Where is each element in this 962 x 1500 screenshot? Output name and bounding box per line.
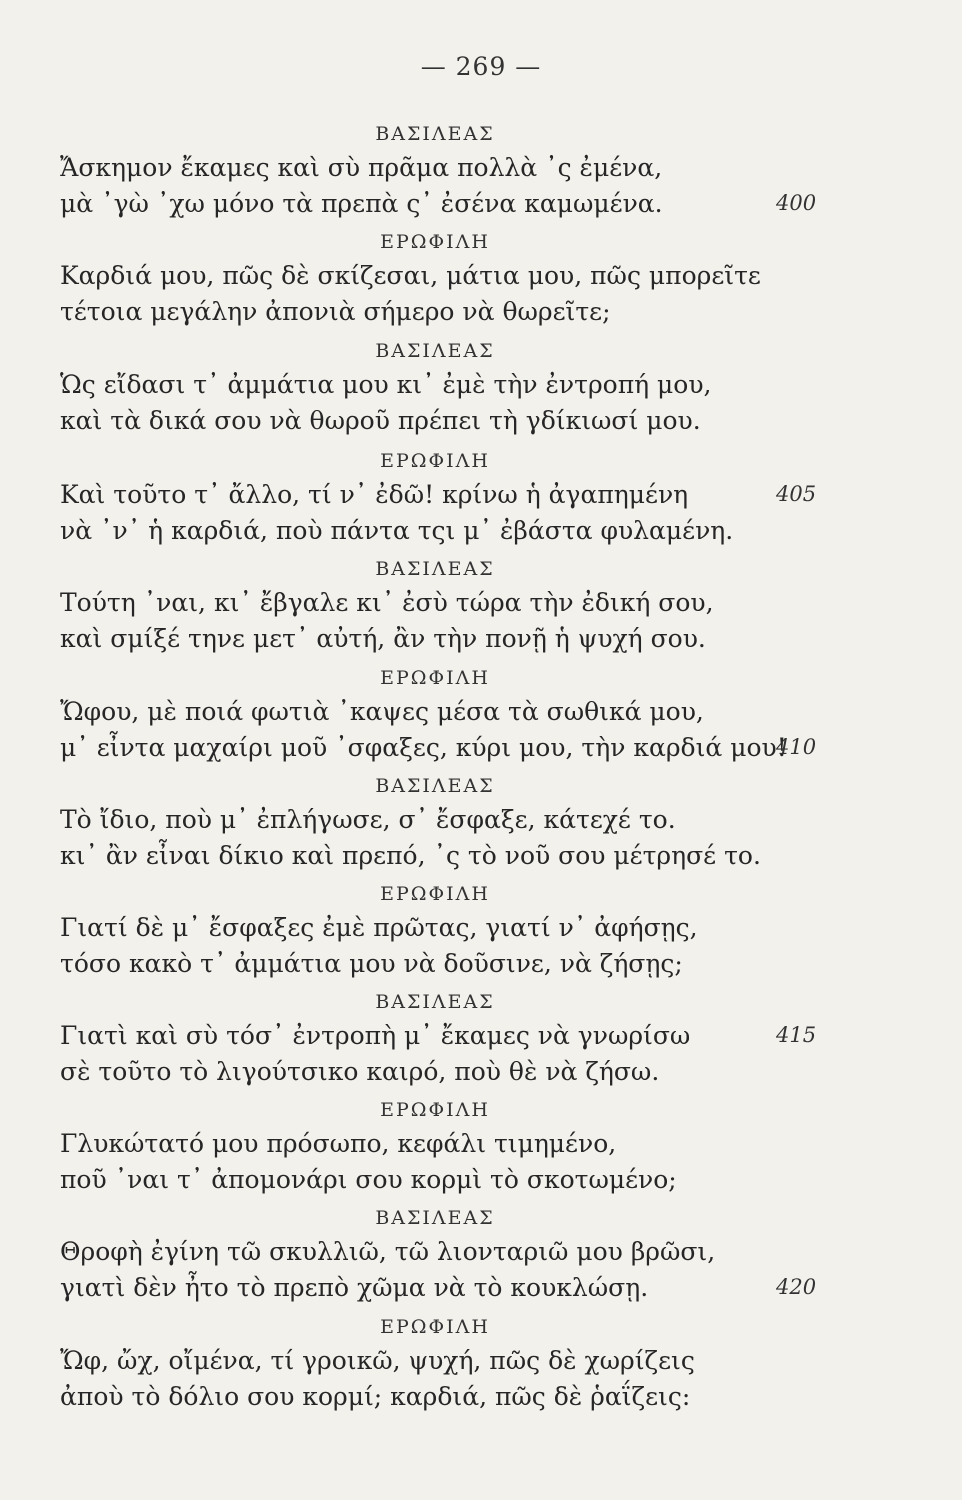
verse-line: Ὤφ, ὤχ, οἴμένα, τί γροικῶ, ψυχή, πῶς δὲ χωρίζεις [60, 1346, 695, 1375]
verse-line: σὲ τοῦτο τὸ λιγούτσικο καιρό, ποὺ θὲ νὰ ζήσω. [60, 1057, 660, 1086]
verse-line: τόσο κακὸ τ᾽ ἀμμάτια μου νὰ δοῦσινε, νὰ ζήσῃς; [60, 949, 683, 978]
verse-line: Τὸ ἴδιο, ποὺ μ᾽ ἐπλήγωσε, σ᾽ ἔσφαξε, κάτεχέ το. [60, 805, 676, 834]
verse-line: Καὶ τοῦτο τ᾽ ἄλλο, τί ν᾽ ἐδῶ! κρίνω ἡ ἀγαπημένη [60, 480, 689, 509]
verse-line: Γιατὶ καὶ σὺ τόσ᾽ ἐντροπὴ μ᾽ ἔκαμες νὰ γνωρίσω [60, 1021, 691, 1050]
speaker-heading: ΕΡΩΦΙΛΗ [380, 883, 490, 905]
verse-line: γιατὶ δὲν ἦτο τὸ πρεπὸ χῶμα νὰ τὸ κουκλώσῃ. [60, 1273, 649, 1302]
verse-line: νὰ ᾽ν᾽ ἡ καρδιά, ποὺ πάντα τςι μ᾽ ἐβάστα φυλαμένη. [60, 516, 734, 545]
page-number: — 269 — [420, 52, 542, 81]
verse-line: Καρδιά μου, πῶς δὲ σκίζεσαι, μάτια μου, πῶς μπορεῖτε [60, 261, 761, 290]
line-number: 415 [776, 1023, 817, 1047]
verse-line: μὰ ᾽γὼ ᾽χω μόνο τὰ πρεπὰ ς᾽ ἐσένα καμωμένα. [60, 189, 663, 218]
verse-line: Ὡς εἴδασι τ᾽ ἀμμάτια μου κι᾽ ἐμὲ τὴν ἐντροπή μου, [60, 370, 712, 399]
verse-line: κι᾽ ἂν εἶναι δίκιο καὶ πρεπό, ᾽ς τὸ νοῦ σου μέτρησέ το. [60, 841, 761, 870]
verse-line: Τούτη ᾽ναι, κι᾽ ἔβγαλε κι᾽ ἐσὺ τώρα τὴν ἐδική σου, [60, 588, 714, 617]
verse-line: καὶ σμίξέ τηνε μετ᾽ αὐτή, ἂν τὴν πονῇ ἡ ψυχή σου. [60, 624, 706, 653]
verse-line: καὶ τὰ δικά σου νὰ θωροῦ πρέπει τὴ γδίκιωσί μου. [60, 406, 701, 435]
speaker-heading: ΕΡΩΦΙΛΗ [380, 1316, 490, 1338]
speaker-heading: ΕΡΩΦΙΛΗ [380, 1099, 490, 1121]
verse-line: Θροφὴ ἐγίνη τῶ σκυλλιῶ, τῶ λιονταριῶ μου βρῶσι, [60, 1237, 716, 1266]
speaker-heading: ΒΑΣΙΛΕΑΣ [375, 991, 495, 1013]
verse-line: τέτοια μεγάλην ἀπονιὰ σήμερο νὰ θωρεῖτε; [60, 297, 611, 326]
speaker-heading: ΒΑΣΙΛΕΑΣ [375, 340, 495, 362]
line-number: 410 [776, 735, 817, 759]
verse-line: Ὤφου, μὲ ποιά φωτιὰ ᾽καψες μέσα τὰ σωθικά μου, [60, 697, 704, 726]
speaker-heading: ΕΡΩΦΙΛΗ [380, 667, 490, 689]
speaker-heading: ΕΡΩΦΙΛΗ [380, 450, 490, 472]
verse-line: Γιατί δὲ μ᾽ ἔσφαξες ἐμὲ πρῶτας, γιατί ν᾽ ἀφήσῃς, [60, 913, 698, 942]
verse-line: ποῦ ᾽ναι τ᾽ ἀπομονάρι σου κορμὶ τὸ σκοτωμένο; [60, 1165, 677, 1194]
speaker-heading: ΒΑΣΙΛΕΑΣ [375, 558, 495, 580]
speaker-heading: ΒΑΣΙΛΕΑΣ [375, 1207, 495, 1229]
line-number: 405 [776, 482, 817, 506]
verse-line: Γλυκώτατό μου πρόσωπο, κεφάλι τιμημένο, [60, 1129, 617, 1158]
verse-line: μ᾽ εἶντα μαχαίρι μοῦ ᾽σφαξες, κύρι μου, τὴν καρδιά μου! [60, 733, 787, 762]
speaker-heading: ΕΡΩΦΙΛΗ [380, 231, 490, 253]
verse-line: Ἄσκημον ἔκαμες καὶ σὺ πρᾶμα πολλὰ ᾽ς ἐμένα, [60, 153, 663, 182]
verse-line: ἀποὺ τὸ δόλιο σου κορμί; καρδιά, πῶς δὲ ῥαΐζεις: [60, 1382, 691, 1411]
line-number: 420 [776, 1275, 817, 1299]
speaker-heading: ΒΑΣΙΛΕΑΣ [375, 775, 495, 797]
speaker-heading: ΒΑΣΙΛΕΑΣ [375, 123, 495, 145]
line-number: 400 [776, 191, 817, 215]
